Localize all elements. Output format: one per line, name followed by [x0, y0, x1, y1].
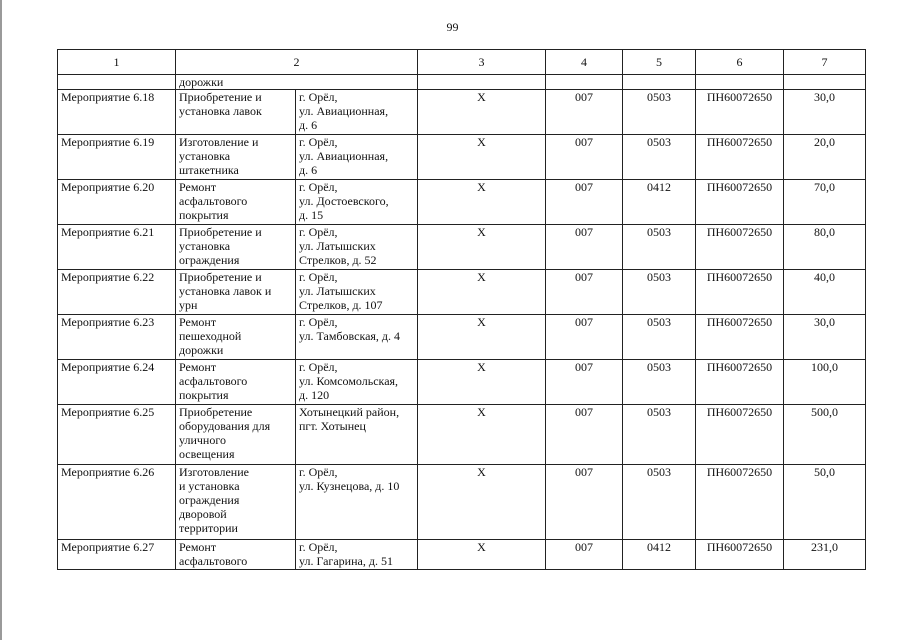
row-address-cell: г. Орёл, ул. Кузнецова, д. 10: [296, 465, 418, 540]
row-col3-cell: Х: [418, 360, 546, 405]
row-col4-cell: 007: [546, 540, 623, 570]
continuation-num-cell: [58, 75, 176, 90]
row-col5-cell: 0412: [623, 540, 696, 570]
row-col3-cell: Х: [418, 315, 546, 360]
row-col4-cell: 007: [546, 465, 623, 540]
continuation-row: [58, 75, 866, 90]
row-col3-cell: Х: [418, 270, 546, 315]
row-col5-cell: 0412: [623, 180, 696, 225]
row-col3-cell: Х: [418, 225, 546, 270]
row-number-cell: Мероприятие 6.19: [58, 135, 176, 180]
budget-table: [57, 49, 866, 570]
row-col7-cell: 40,0: [784, 270, 866, 315]
table-row: [58, 135, 866, 180]
row-number-cell: Мероприятие 6.23: [58, 315, 176, 360]
row-col7-cell: 30,0: [784, 315, 866, 360]
row-col5-cell: 0503: [623, 405, 696, 465]
row-col3-cell: Х: [418, 135, 546, 180]
row-col6-cell: ПН60072650: [696, 465, 784, 540]
row-address-cell: г. Орёл, ул. Латышских Стрелков, д. 52: [296, 225, 418, 270]
page-left-edge: [0, 0, 2, 640]
continuation-empty-cell: [546, 75, 623, 90]
row-col4-cell: 007: [546, 270, 623, 315]
row-col6-cell: ПН60072650: [696, 360, 784, 405]
row-col6-cell: ПН60072650: [696, 180, 784, 225]
row-col4-cell: 007: [546, 360, 623, 405]
row-col4-cell: 007: [546, 315, 623, 360]
row-col6-cell: ПН60072650: [696, 135, 784, 180]
row-col3-cell: Х: [418, 405, 546, 465]
row-number-cell: Мероприятие 6.25: [58, 405, 176, 465]
row-address-cell: г. Орёл, ул. Тамбовская, д. 4: [296, 315, 418, 360]
row-address-cell: Хотынецкий район, пгт. Хотынец: [296, 405, 418, 465]
row-name-cell: Изготовление и установка штакетника: [176, 135, 296, 180]
row-col7-cell: 30,0: [784, 90, 866, 135]
table-row: [58, 315, 866, 360]
row-col4-cell: 007: [546, 225, 623, 270]
table-row: [58, 90, 866, 135]
row-col5-cell: 0503: [623, 270, 696, 315]
row-col5-cell: 0503: [623, 315, 696, 360]
row-number-cell: Мероприятие 6.21: [58, 225, 176, 270]
header-cell-4: 4: [546, 50, 623, 75]
row-col7-cell: 80,0: [784, 225, 866, 270]
row-number-cell: Мероприятие 6.18: [58, 90, 176, 135]
header-cell-2: 2: [176, 50, 418, 75]
table-row: [58, 270, 866, 315]
row-address-cell: г. Орёл, ул. Комсомольская, д. 120: [296, 360, 418, 405]
row-number-cell: Мероприятие 6.24: [58, 360, 176, 405]
row-col7-cell: 20,0: [784, 135, 866, 180]
row-name-cell: Ремонт пешеходной дорожки: [176, 315, 296, 360]
row-name-cell: Приобретение оборудования для уличного освещения: [176, 405, 296, 465]
row-col4-cell: 007: [546, 90, 623, 135]
table-row: [58, 405, 866, 465]
row-name-cell: Ремонт асфальтового покрытия: [176, 180, 296, 225]
row-address-cell: г. Орёл, ул. Авиационная, д. 6: [296, 135, 418, 180]
header-row: [58, 50, 866, 75]
row-col6-cell: ПН60072650: [696, 540, 784, 570]
continuation-name-cell: дорожки: [176, 75, 418, 90]
table-row: [58, 465, 866, 540]
table-row: [58, 180, 866, 225]
row-col3-cell: Х: [418, 465, 546, 540]
header-cell-5: 5: [623, 50, 696, 75]
table-row: [58, 360, 866, 405]
row-col4-cell: 007: [546, 135, 623, 180]
row-col6-cell: ПН60072650: [696, 405, 784, 465]
row-col6-cell: ПН60072650: [696, 270, 784, 315]
row-address-cell: г. Орёл, ул. Авиационная, д. 6: [296, 90, 418, 135]
continuation-empty-cell: [696, 75, 784, 90]
row-col6-cell: ПН60072650: [696, 225, 784, 270]
row-col7-cell: 70,0: [784, 180, 866, 225]
header-cell-3: 3: [418, 50, 546, 75]
continuation-empty-cell: [418, 75, 546, 90]
header-cell-6: 6: [696, 50, 784, 75]
row-col6-cell: ПН60072650: [696, 90, 784, 135]
row-col3-cell: Х: [418, 90, 546, 135]
row-address-cell: г. Орёл, ул. Достоевского, д. 15: [296, 180, 418, 225]
table-row: [58, 225, 866, 270]
header-cell-7: 7: [784, 50, 866, 75]
continuation-empty-cell: [784, 75, 866, 90]
row-col5-cell: 0503: [623, 360, 696, 405]
row-col7-cell: 231,0: [784, 540, 866, 570]
row-col4-cell: 007: [546, 405, 623, 465]
row-col3-cell: Х: [418, 540, 546, 570]
row-col4-cell: 007: [546, 180, 623, 225]
table-row: [58, 540, 866, 570]
row-number-cell: Мероприятие 6.26: [58, 465, 176, 540]
row-name-cell: Приобретение и установка лавок: [176, 90, 296, 135]
row-col5-cell: 0503: [623, 225, 696, 270]
row-name-cell: Ремонт асфальтового: [176, 540, 296, 570]
row-col5-cell: 0503: [623, 90, 696, 135]
row-name-cell: Приобретение и установка лавок и урн: [176, 270, 296, 315]
row-col3-cell: Х: [418, 180, 546, 225]
row-col7-cell: 500,0: [784, 405, 866, 465]
row-address-cell: г. Орёл, ул. Латышских Стрелков, д. 107: [296, 270, 418, 315]
header-cell-1: 1: [58, 50, 176, 75]
row-col5-cell: 0503: [623, 465, 696, 540]
row-col5-cell: 0503: [623, 135, 696, 180]
row-address-cell: г. Орёл, ул. Гагарина, д. 51: [296, 540, 418, 570]
row-col6-cell: ПН60072650: [696, 315, 784, 360]
row-number-cell: Мероприятие 6.27: [58, 540, 176, 570]
table-rows: [58, 90, 866, 570]
row-col7-cell: 100,0: [784, 360, 866, 405]
row-name-cell: Ремонт асфальтового покрытия: [176, 360, 296, 405]
row-number-cell: Мероприятие 6.22: [58, 270, 176, 315]
row-name-cell: Изготовление и установка ограждения дворовой территории: [176, 465, 296, 540]
page-number: 99: [446, 20, 459, 34]
row-name-cell: Приобретение и установка ограждения: [176, 225, 296, 270]
continuation-empty-cell: [623, 75, 696, 90]
row-number-cell: Мероприятие 6.20: [58, 180, 176, 225]
row-col7-cell: 50,0: [784, 465, 866, 540]
